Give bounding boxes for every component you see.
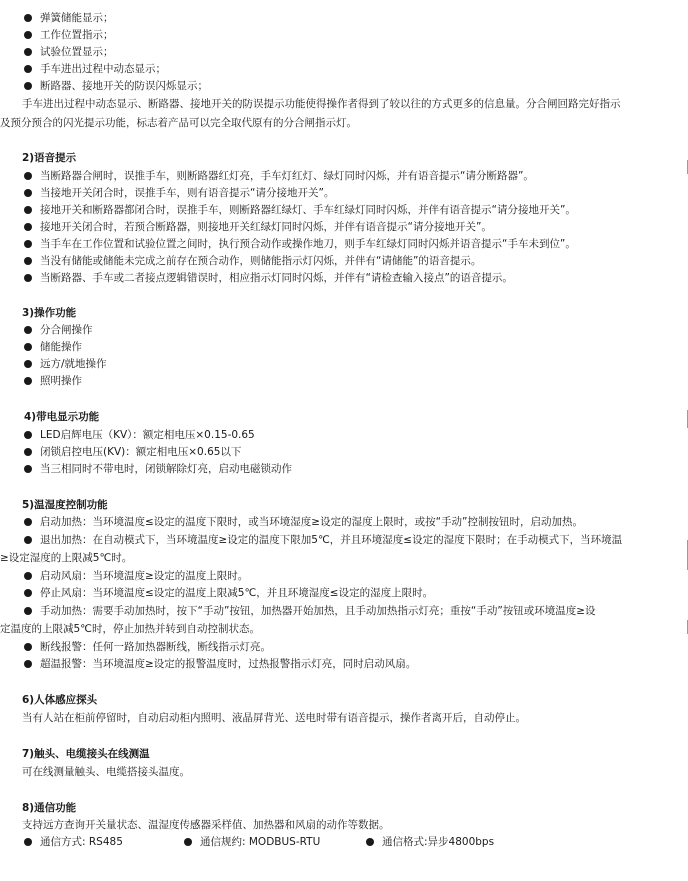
bullet-icon [24, 82, 32, 90]
bullet-icon [184, 838, 192, 846]
bullet-icon [24, 536, 32, 544]
bullet-icon [24, 518, 32, 526]
section-title-voice: 2)语音提示 [22, 152, 77, 164]
communication-text: 支持远方查询开关量状态、温湿度传感器采样值、加热器和风扇的动作等数据。 [22, 819, 390, 831]
bullet-icon [24, 240, 32, 248]
list-item: 当三相同时不带电时，闭锁解除灯亮，启动电磁锁动作 [0, 461, 292, 477]
bullet-icon [24, 465, 32, 473]
section-title-contact-temperature: 7)触头、电缆接头在线测温 [22, 748, 150, 760]
list-item-continuation: ≥设定湿度的上限减5℃时。 [0, 552, 133, 564]
bullet-icon [24, 48, 32, 56]
bullet-icon [24, 31, 32, 39]
bullet-icon [24, 65, 32, 73]
list-item: 断线报警：任何一路加热器断线，断线指示灯亮。 [0, 639, 271, 655]
bullet-icon [24, 360, 32, 368]
section-title-operation: 3)操作功能 [22, 307, 77, 319]
contact-temperature-text: 可在线测量触头、电缆搭接头温度。 [22, 766, 190, 778]
list-item: LED启辉电压（KV）：额定相电压×0.15-0.65 [0, 427, 255, 443]
list-item: 弹簧储能显示； [0, 10, 114, 26]
list-item: 启动加热：当环境温度≤设定的温度下限时，或当环境湿度≥设定的湿度上限时，或按“手动”控制按钮时，启动加热。 [0, 514, 583, 530]
bullet-icon [24, 660, 32, 668]
list-item-continuation: 定温度的上限减5℃时，停止加热并转到自动控制状态。 [0, 623, 260, 635]
bullet-icon [24, 189, 32, 197]
list-item: 断路器、接地开关的防误闪烁显示； [0, 78, 208, 94]
bullet-icon [24, 607, 32, 615]
list-item: 手车进出过程中动态显示； [0, 61, 166, 77]
bullet-icon [24, 377, 32, 385]
section-title-communication: 8)通信功能 [22, 802, 77, 814]
bullet-icon [24, 572, 32, 580]
list-item: 工作位置指示； [0, 27, 114, 43]
list-item: 当没有储能或储能未完成之前存在预合动作，则储能指示灯闪烁，并伴有“请储能”的语音提示。 [0, 253, 481, 269]
list-item: 闭锁启控电压(KV)：额定相电压×0.65以下 [0, 444, 241, 460]
bullet-icon [24, 589, 32, 597]
list-item: 超温报警：当环境温度≥设定的报警温度时，过热报警指示灯亮，同时启动风扇。 [0, 656, 416, 672]
bullet-icon [24, 431, 32, 439]
list-item: 远方/就地操作 [0, 356, 107, 372]
section-title-body-sensor: 6)人体感应探头 [22, 694, 98, 706]
list-item: 退出加热：在自动模式下，当环境温度≥设定的温度下限加5℃，并且环境湿度≤设定的湿度下限时；在手动模式下，当环境温 [0, 532, 622, 548]
bullet-icon [24, 838, 32, 846]
bullet-icon [24, 274, 32, 282]
list-item: 当断路器合闸时，误推手车，则断路器红灯亮，手车灯红灯、绿灯同时闪烁，并有语音提示“请分断路器”。 [0, 168, 534, 184]
list-item: 当断路器、手车或二者接点逻辑错误时，相应指示灯同时闪烁，并伴有“请检查输入接点”的语音提示。 [0, 270, 513, 286]
list-item: 储能操作 [0, 339, 82, 355]
list-item: 当手车在工作位置和试验位置之间时，执行预合动作或操作地刀，则手车红绿灯同时闪烁并语音提示“手车未到位”。 [0, 236, 576, 252]
bullet-icon [24, 326, 32, 334]
intro-paragraph-line: 及预分预合的闪光提示功能，标志着产品可以完全取代原有的分合闸指示灯。 [0, 117, 357, 129]
body-sensor-text: 当有人站在柜前停留时，自动启动柜内照明、液晶屏背光、送电时带有语音提示，操作者离开后，自动停止。 [22, 712, 526, 724]
list-item: 照明操作 [0, 373, 82, 389]
list-item: 通信方式: RS485 [24, 834, 123, 850]
bullet-icon [24, 448, 32, 456]
list-item: 接地开关闭合时，若预合断路器，则接地开关红绿灯同时闪烁，并伴有语音提示“请分接地开关”。 [0, 219, 492, 235]
bullet-icon [366, 838, 374, 846]
bullet-icon [24, 223, 32, 231]
intro-paragraph-line: 手车进出过程中动态显示、断路器、接地开关的防误提示功能使得操作者得到了较以往的方式更多的信息量。分合闸回路完好指示 [22, 98, 621, 110]
list-item: 通信规约: MODBUS-RTU [184, 834, 320, 850]
section-title-temperature: 5)温湿度控制功能 [22, 499, 108, 511]
bullet-icon [24, 206, 32, 214]
list-item: 接地开关和断路器都闭合时，误推手车，则断路器红绿灯、手车红绿灯同时闪烁，并伴有语音提示“请分接地开关”。 [0, 202, 576, 218]
bullet-icon [24, 257, 32, 265]
list-item: 停止风扇：当环境温度≤设定的温度上限减5℃，并且环境湿度≤设定的湿度上限时。 [0, 585, 433, 601]
section-title-live-display: 4)带电显示功能 [24, 411, 100, 423]
bullet-icon [24, 172, 32, 180]
bullet-icon [24, 14, 32, 22]
list-item: 手动加热：需要手动加热时，按下“手动”按钮，加热器开始加热，且手动加热指示灯亮；重按“手动”按钮或环境温度≥设 [0, 603, 596, 619]
communication-specs [0, 834, 688, 850]
list-item: 通信格式:异步4800bps [366, 834, 494, 850]
bullet-icon [24, 343, 32, 351]
list-item: 启动风扇：当环境温度≥设定的温度上限时。 [0, 568, 248, 584]
list-item: 分合闸操作 [0, 322, 93, 338]
list-item: 试验位置显示； [0, 44, 114, 60]
list-item: 当接地开关闭合时，误推手车，则有语音提示“请分接地开关”。 [0, 185, 334, 201]
bullet-icon [24, 643, 32, 651]
